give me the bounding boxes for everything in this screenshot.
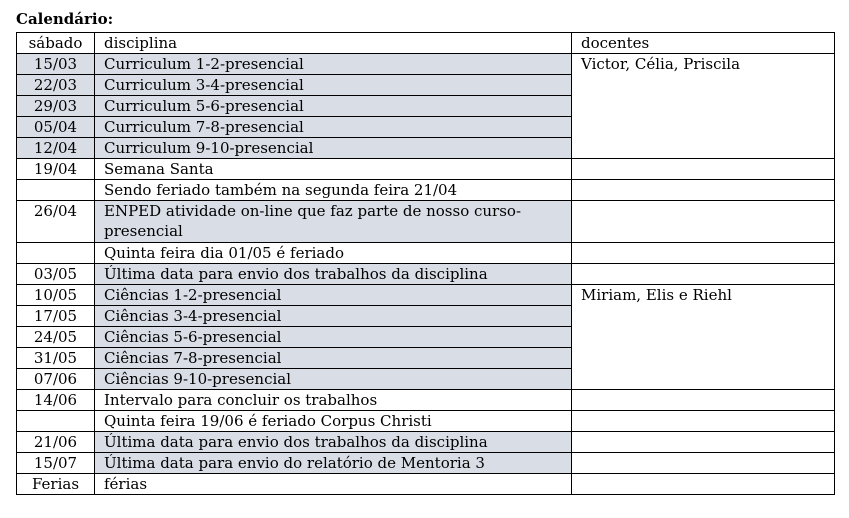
docentes-empty-cell: [572, 180, 835, 201]
docentes-empty-cell: [572, 432, 835, 453]
docentes-empty-cell: [572, 264, 835, 285]
docentes-empty-cell: [572, 243, 835, 264]
docentes-empty-cell: [572, 159, 835, 180]
table-row: [17, 264, 835, 285]
disciplina-cell: Quinta feira 19/06 é feriado Corpus Christi: [95, 411, 572, 432]
disciplina-cell: Ciências 1-2-presencial: [95, 285, 572, 306]
date-cell: 22/03: [17, 75, 95, 96]
docentes-empty-cell: [572, 201, 835, 243]
date-cell: 15/03: [17, 54, 95, 75]
date-cell: 05/04: [17, 117, 95, 138]
date-cell: 15/07: [17, 453, 95, 474]
disciplina-cell: Curriculum 3-4-presencial: [95, 75, 572, 96]
docentes-empty-cell: [572, 411, 835, 432]
disciplina-cell: Semana Santa: [95, 159, 572, 180]
docentes-empty-cell: [572, 390, 835, 411]
date-cell: 10/05: [17, 285, 95, 306]
table-header-row: [17, 33, 835, 54]
disciplina-cell: Última data para envio dos trabalhos da disciplina: [95, 432, 572, 453]
disciplina-cell: Intervalo para concluir os trabalhos: [95, 390, 572, 411]
date-cell: 21/06: [17, 432, 95, 453]
date-cell: 07/06: [17, 369, 95, 390]
date-cell: 29/03: [17, 96, 95, 117]
date-cell: 17/05: [17, 306, 95, 327]
date-cell: 26/04: [17, 201, 95, 243]
disciplina-cell: Curriculum 7-8-presencial: [95, 117, 572, 138]
disciplina-cell: Ciências 9-10-presencial: [95, 369, 572, 390]
header-disciplina: disciplina: [95, 33, 572, 54]
table-row: [17, 432, 835, 453]
disciplina-cell: Sendo feriado também na segunda feira 21/04: [95, 180, 572, 201]
table-row: [17, 54, 835, 75]
date-cell: 24/05: [17, 327, 95, 348]
disciplina-cell: férias: [95, 474, 572, 495]
disciplina-cell: Ciências 5-6-presencial: [95, 327, 572, 348]
disciplina-cell: ENPED atividade on-line que faz parte de nosso curso-presencial: [95, 201, 572, 243]
date-cell: [17, 243, 95, 264]
table-row: [17, 243, 835, 264]
calendar-table: [16, 32, 835, 495]
date-cell: Ferias: [17, 474, 95, 495]
calendar-heading: Calendário:: [16, 10, 114, 28]
disciplina-cell: Última data para envio dos trabalhos da disciplina: [95, 264, 572, 285]
header-docentes: docentes: [572, 33, 835, 54]
table-row: [17, 159, 835, 180]
table-row: [17, 453, 835, 474]
date-cell: 03/05: [17, 264, 95, 285]
docentes-cell: Miriam, Elis e Riehl: [572, 285, 835, 390]
disciplina-cell: Quinta feira dia 01/05 é feriado: [95, 243, 572, 264]
date-cell: 14/06: [17, 390, 95, 411]
table-row: [17, 285, 835, 306]
disciplina-cell: Curriculum 9-10-presencial: [95, 138, 572, 159]
date-cell: 31/05: [17, 348, 95, 369]
date-cell: [17, 411, 95, 432]
docentes-empty-cell: [572, 453, 835, 474]
table-row: [17, 180, 835, 201]
table-row: [17, 390, 835, 411]
disciplina-cell: Ciências 3-4-presencial: [95, 306, 572, 327]
table-row: [17, 201, 835, 243]
disciplina-cell: Curriculum 5-6-presencial: [95, 96, 572, 117]
date-cell: 12/04: [17, 138, 95, 159]
table-row: [17, 474, 835, 495]
table-row: [17, 411, 835, 432]
header-sabado: sábado: [17, 33, 95, 54]
disciplina-cell: Ciências 7-8-presencial: [95, 348, 572, 369]
docentes-cell: Victor, Célia, Priscila: [572, 54, 835, 159]
disciplina-cell: Última data para envio do relatório de Mentoria 3: [95, 453, 572, 474]
date-cell: 19/04: [17, 159, 95, 180]
docentes-empty-cell: [572, 474, 835, 495]
date-cell: [17, 180, 95, 201]
disciplina-cell: Curriculum 1-2-presencial: [95, 54, 572, 75]
